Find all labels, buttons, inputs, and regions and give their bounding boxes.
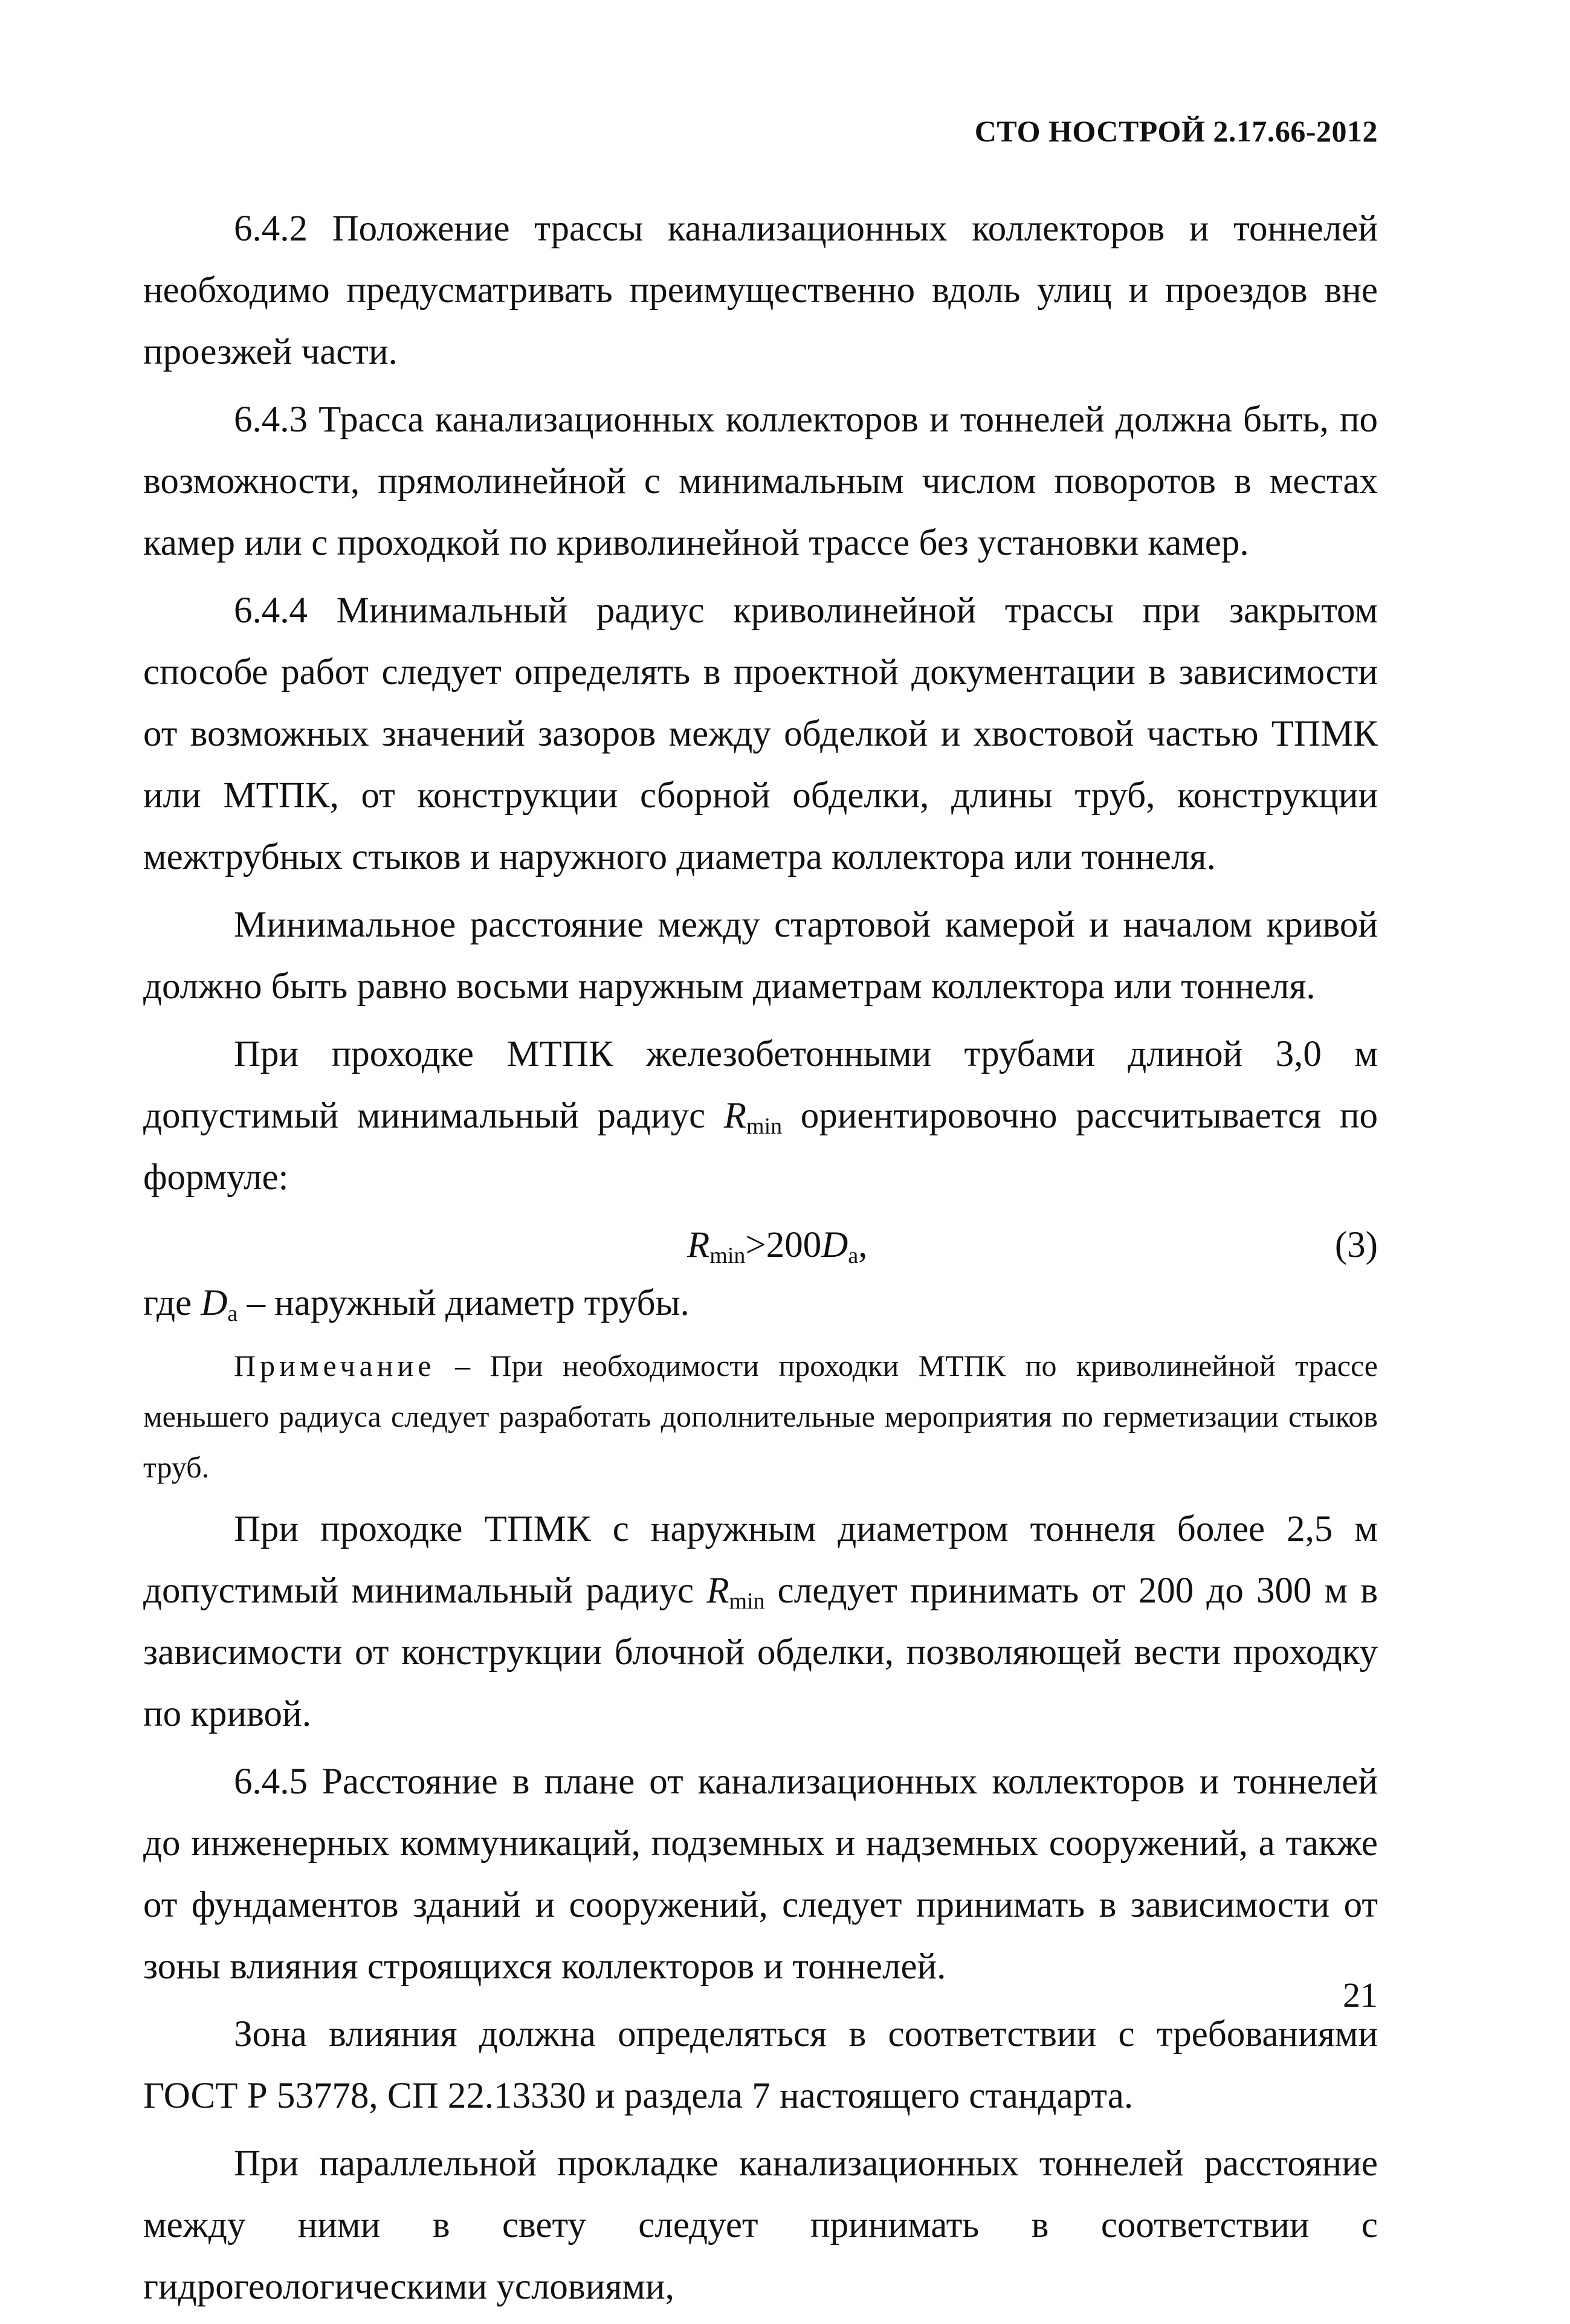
paragraph-6-4-5: 6.4.5 Расстояние в плане от канализационных коллекторов и тоннелей до инженерных коммуникаций, подземных и надземных сооружений, а также от фундаментов зданий и сооружений, следует принимать в зависимости от зоны влияния строящихся коллекторов и тоннелей. — [143, 1761, 1378, 1987]
formula-subscript-a: a — [848, 1243, 859, 1268]
mtpk-text-start: При проходке МТПК железобетонными трубами длиной 3,0 м допустимый минимальный радиус — [143, 1034, 1378, 1136]
symbol-d-a: D — [201, 1283, 228, 1323]
paragraph-influence-zone: Зона влияния должна определяться в соответствии с требованиями ГОСТ Р 53778, СП 22.13330 и раздела 7 настоящего стандарта. — [143, 2014, 1378, 2116]
paragraph-parallel-tunnels: При параллельной прокладке канализационных тоннелей расстояние между ними в свету следует принимать в соответствии с гидрогеологическими условиями, — [143, 2143, 1378, 2307]
note-text: – При необходимости проходки МТПК по криволинейной трассе меньшего радиуса следует разработать дополнительные мероприятия по герметизации стыков труб. — [143, 1349, 1378, 1484]
paragraph-tpmk-radius — [143, 1499, 1378, 1745]
subscript-a: a — [227, 1301, 238, 1326]
paragraph-6-4-3: 6.4.3 Трасса канализационных коллекторов и тоннелей должна быть, по возможности, прямолинейной с минимальным числом поворотов в местах камер или с проходкой по криволинейной трассе без установки камер. — [143, 399, 1378, 563]
formula-relation: >200 — [745, 1225, 822, 1265]
tpmk-symbol-r: R — [706, 1570, 729, 1611]
symbol-r-min: R — [723, 1096, 747, 1136]
where-text-end: – наружный диаметр трубы. — [237, 1283, 690, 1323]
document-body — [143, 198, 1378, 2324]
mtpk-text-end: ориентировочно рассчитывается по формуле: — [143, 1096, 1378, 1198]
tpmk-text-start: При проходке ТПМК с наружным диаметром тоннеля более 2,5 м допустимый минимальный радиус — [143, 1509, 1378, 1611]
formula-comma: , — [858, 1225, 868, 1265]
formula-symbol-d: D — [821, 1225, 848, 1265]
paragraph-6-4-4: 6.4.4 Минимальный радиус криволинейной трассы при закрытом способе работ следует определять в проектной документации в зависимости от возможных значений зазоров между обделкой и хвостовой частью ТПМК или МТПК, от конструкции сборной обделки, длины труб, конструкции межтрубных стыков и наружного диаметра коллектора или тоннеля. — [143, 590, 1378, 877]
document-header-code: СТО НОСТРОЙ 2.17.66-2012 — [974, 114, 1378, 148]
formula-3 — [143, 1215, 1378, 1281]
tpmk-text-end: следует принимать от 200 до 300 м в зависимости от конструкции блочной обделки, позволяющей вести проходку по кривой. — [143, 1570, 1378, 1734]
paragraph-min-distance: Минимальное расстояние между стартовой камерой и началом кривой должно быть равно восьми наружным диаметрам коллектора или тоннеля. — [143, 905, 1378, 1007]
page-number: 21 — [1343, 1975, 1378, 2015]
paragraph-6-4-2: 6.4.2 Положение трассы канализационных коллекторов и тоннелей необходимо предусматривать преимущественно вдоль улиц и проездов вне проезжей части. — [143, 208, 1378, 372]
subscript-min: min — [746, 1114, 783, 1139]
tpmk-subscript-min: min — [729, 1589, 765, 1614]
formula-symbol-r: R — [687, 1225, 710, 1265]
formula-explanation — [143, 1273, 1378, 1334]
note-paragraph — [143, 1340, 1378, 1493]
note-label: Примечание — [234, 1349, 436, 1383]
formula-number: (3) — [1334, 1225, 1378, 1265]
paragraph-mtpk-radius — [143, 1024, 1378, 1209]
formula-expression — [687, 1215, 867, 1276]
formula-subscript-min: min — [709, 1243, 746, 1268]
where-text-start: где — [143, 1283, 201, 1323]
